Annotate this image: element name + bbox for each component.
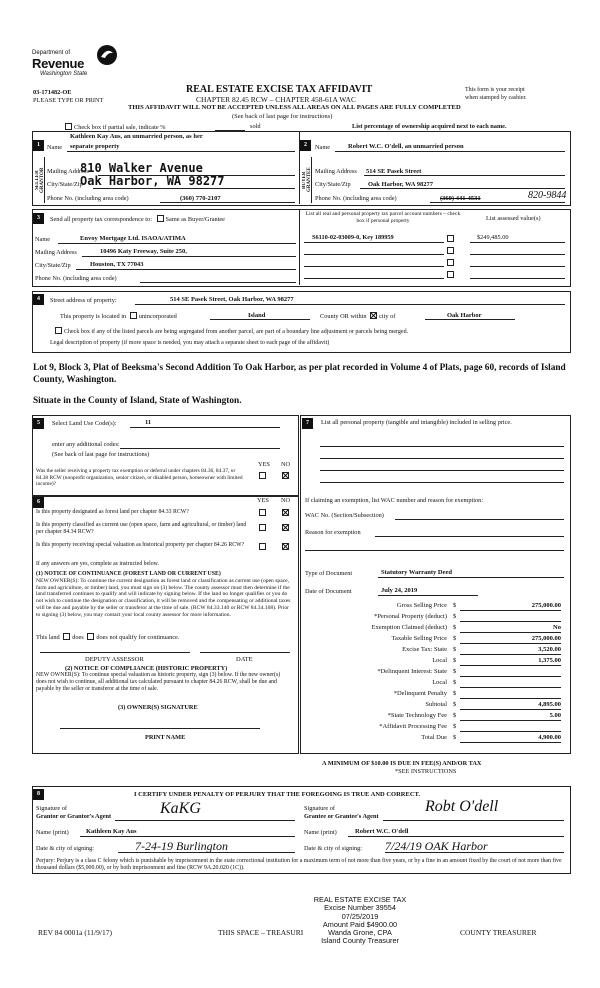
segregated-row [55, 327, 408, 335]
assessed-value: $249,485.00 [477, 234, 509, 241]
money-label: *Affidavit Processing Fee [379, 723, 447, 730]
perjury-statement: Perjury: Perjury is a class C felony which is punishable by imprisonment in the state correctional institution for a maximum term of not more than five years, or by a fine in an amount fixed by the court of not more than five thousand dollars ($5,000.00), or by both imprisonment and fine (RCW 9A.20.020 (1C)). [36, 858, 562, 871]
this-land-label: This land [36, 634, 60, 641]
money-label: Excise Tax: State [402, 646, 447, 653]
same-as-buyer-label: Same as Buyer/Grantee [165, 216, 225, 223]
notice2-title: (2) NOTICE OF COMPLIANCE (HISTORIC PROPERTY) [65, 665, 228, 672]
property-county: Island [248, 312, 266, 319]
seller-phone-label: Phone No. (including area code) [47, 195, 129, 202]
buyer-city: Oak Harbor, WA 98277 [368, 181, 434, 188]
form-subtitle: CHAPTER 82.45 RCW – CHAPTER 458-61A WAC [196, 95, 356, 104]
section-6-marker: 6 [33, 497, 44, 508]
grantor-sig-label2: Grantor or Grantor's Agent [36, 813, 112, 820]
money-label: Subtotal [425, 701, 447, 708]
money-label: Gross Selling Price [396, 602, 447, 609]
this-space-label: THIS SPACE – TREASURI [218, 928, 304, 937]
grantor-date-city-label: Date & city of signing: [36, 845, 95, 852]
reason-label: Reason for exemption [305, 529, 361, 536]
stamp-line: REAL ESTATE EXCISE TAX [313, 895, 407, 904]
legal-label: Legal description of property (if more space is needed, you may attach a separate sheet to each page of the affidavit) [50, 340, 330, 346]
treasurer-stamp [300, 896, 420, 946]
exemption-yes-checkbox[interactable] [259, 472, 266, 479]
seller-city-label: City/State/Zip [47, 181, 83, 188]
partial-sale-row [65, 123, 165, 131]
exemption-wac-label: If claiming an exemption, list WAC number and reason for exemption: [305, 497, 484, 504]
money-currency: $ [453, 723, 457, 730]
dor-logo-icon [96, 44, 118, 66]
unincorporated-label: unincorporated [138, 313, 177, 320]
certify-statement: I CERTIFY UNDER PENALTY OF PERJURY THAT THE FOREGOING IS TRUE AND CORRECT. [134, 791, 421, 798]
money-row [300, 690, 569, 701]
same-as-buyer-checkbox[interactable] [157, 215, 164, 222]
street-label: Street address of property: [50, 297, 117, 304]
grantee-sig-label1: Signature of [304, 805, 335, 812]
money-table [300, 602, 569, 748]
see-instructions-note: *SEE INSTRUCTIONS [395, 768, 457, 775]
unincorporated-checkbox[interactable] [130, 312, 137, 319]
q2-no-checkbox[interactable] [282, 524, 289, 531]
money-row [300, 646, 569, 657]
buyer-name: Robert W.C. O'dell, an unmarried person [348, 143, 464, 150]
wac-number-label: WAC No. (Section/Subsection) [305, 512, 384, 519]
stamp-line: Wanda Grone, CPA [328, 928, 392, 938]
section-2-marker: 2 [300, 140, 311, 151]
money-currency: $ [453, 690, 457, 697]
within-city-row [320, 312, 395, 320]
money-row [300, 635, 569, 646]
money-label: *Personal Property (deduct) [374, 613, 447, 620]
parcel-3-personal-checkbox[interactable] [447, 259, 454, 266]
grantor-name: Kathleen Kay Aus [86, 828, 137, 835]
corr-name-label: Name [35, 236, 51, 243]
doc-number: 03-171482-OE [33, 89, 72, 96]
money-label: *Delinquent Interest: State [377, 668, 447, 675]
parcel-1-personal-checkbox[interactable] [447, 235, 454, 242]
corr-city-label: City/State/Zip [35, 262, 71, 269]
s6-yes: YES [257, 497, 269, 504]
doc-type: Statutory Warranty Deed [381, 569, 453, 576]
money-value: 3,520.00 [538, 646, 561, 653]
does-not-checkbox[interactable] [87, 633, 94, 640]
exemption-no-checkbox[interactable] [282, 472, 289, 479]
grantee-signature: Robt O'dell [425, 798, 499, 815]
section-4-marker: 4 [33, 294, 44, 305]
money-value: 4,900.00 [538, 734, 561, 741]
buyer-phone-handwritten: 820-9844 [528, 190, 567, 201]
money-currency: $ [453, 701, 457, 708]
grantor-signature: KaKG [160, 800, 201, 817]
exemption-question: Was the seller receiving a property tax exemption or deferral under chapters 84.36, 84.37, or 84.38 RCW (nonprofit organization, senior citizen, or disabled person, homeowner with limited income)? [36, 468, 243, 487]
land-use-no: NO [281, 461, 291, 468]
doc-date: July 24, 2019 [381, 587, 418, 594]
land-use-yes: YES [258, 461, 270, 468]
grantee-date-city-label: Date & city of signing: [304, 845, 363, 852]
personal-property-label: List all personal property (tangible and intangible) included in selling price. [321, 419, 512, 426]
seller-phone: (360) 770-2107 [180, 195, 221, 202]
money-currency: $ [453, 668, 457, 675]
money-row [300, 723, 569, 734]
grantee-name: Robert W.C. O'dell [355, 828, 409, 835]
does-not-label: does not qualify for continuance. [96, 634, 180, 641]
county-or-within: County OR within [320, 313, 367, 320]
seller-name-label: Name [47, 144, 63, 151]
money-label: Local [432, 679, 447, 686]
doc-type-label: Type of Document [305, 570, 353, 577]
correspondence-label: Send all property tax correspondence to: [50, 216, 152, 223]
deputy-assessor-label: DEPUTY ASSESSOR [85, 656, 144, 663]
money-currency: $ [453, 624, 457, 631]
money-currency: $ [453, 613, 457, 620]
notice1-body: NEW OWNER(S): To continue the current designation as forest land or classification as current use (open space, farm and agriculture, or timber) land, you must sign on (3) below. The county assessor must then determine if the land transferred continues to qualify and will indicate by signing below. If the land no longer qualifies or you do not wish to continue the designation or classification, it will be removed and the compensating or additional taxes will be due and payable by the seller or transferor at the time of sale. (RCW 84.33.140 or RCW 84.34.108). Prior to signing (3) below, you may contact your local county assessor for more information. [36, 578, 291, 618]
grantee-name-label: Name (print) [304, 829, 337, 836]
money-label: Local [432, 657, 447, 664]
dept-line2: Revenue [32, 56, 85, 71]
receipt-note-2: when stamped by cashier. [465, 95, 527, 101]
if-yes-note: If any answers are yes, complete as instructed below. [36, 561, 159, 567]
money-currency: $ [453, 734, 457, 741]
dept-line3: Washington State [40, 71, 88, 77]
grantee-date-city: 7/24/19 OAK Harbor [385, 839, 488, 853]
list-pct-label: List percentage of ownership acquired next to each name. [352, 123, 507, 130]
money-label: *Delinquent Penalty [393, 690, 447, 697]
money-row [300, 613, 569, 624]
land-use-code: 11 [145, 419, 152, 426]
money-row [300, 668, 569, 679]
s6-no: NO [281, 497, 291, 504]
parcel-2-personal-checkbox[interactable] [447, 247, 454, 254]
partial-sale-label: Check box if partial sale, indicate % [74, 124, 166, 131]
q2-yes-checkbox[interactable] [259, 524, 266, 531]
form-warning: THIS AFFIDAVIT WILL NOT BE ACCEPTED UNLESS ALL AREAS ON ALL PAGES ARE FULLY COMPLETED [128, 104, 461, 111]
money-row [300, 624, 569, 635]
q1-forest: Is this property designated as forest land per chapter 84.33 RCW? [36, 509, 189, 515]
legal-description: Lot 9, Block 3, Plat of Beeksma's Second Addition To Oak Harbor, as per plat recorded in Volume 4 of Plats, page 60, records of Island County, Washington. [33, 363, 566, 385]
does-label: does [72, 634, 84, 641]
section-7-marker: 7 [302, 418, 313, 429]
city-of-label: city of [379, 313, 396, 320]
form-revision: REV 84 0001a (11/9/17) [38, 928, 112, 937]
q1-yes-checkbox[interactable] [259, 509, 266, 516]
property-city: Oak Harbor [447, 312, 482, 319]
parcel-4-personal-checkbox[interactable] [447, 271, 454, 278]
money-row [300, 602, 569, 613]
located-row [60, 312, 177, 320]
corr-mailing: 10496 Katy Freeway, Suite 250, [100, 248, 187, 255]
seller-name-line2: separate property [70, 143, 120, 150]
buyer-phone-label: Phone No. (including area code) [315, 195, 397, 202]
receipt-note-1: This form is your receipt [465, 87, 525, 93]
county-treasurer-label: COUNTY TREASURER [460, 928, 537, 937]
located-label: This property is located in [60, 313, 127, 320]
buyer-mailing-label: Mailing Address [315, 168, 357, 175]
money-value: 275,000.00 [531, 602, 561, 609]
corr-phone-label: Phone No. (including area code) [35, 275, 117, 282]
notice1-title: (1) NOTICE OF CONTINUANCE (FOREST LAND OR CURRENT USE) [36, 571, 221, 577]
dept-line1: Department of [32, 50, 71, 56]
money-label: Exemption Claimed (deduct) [371, 624, 447, 631]
money-value: 4,895.00 [538, 701, 561, 708]
does-checkbox[interactable] [63, 633, 70, 640]
please-type: PLEASE TYPE OR PRINT [33, 97, 104, 104]
stamp-line: Island County Treasurer [321, 936, 399, 946]
additional-codes-label: enter any additional codes: [52, 441, 120, 448]
situate-line: Situate in the County of Island, State of Washington. [33, 396, 242, 406]
land-use-see-back: (See back of last page for instructions) [52, 451, 150, 458]
corr-city: Houston, TX 77043 [90, 261, 144, 268]
stamp-line: Excise Number 39554 [324, 903, 396, 913]
q3-yes-checkbox[interactable] [259, 543, 266, 550]
money-label: Total Due [421, 734, 447, 741]
money-row [300, 679, 569, 690]
grantee-sig-label2: Grantee or Grantee's Agent [304, 813, 379, 820]
money-currency: $ [453, 679, 457, 686]
doc-date-label: Date of Document [305, 588, 352, 595]
form-title: REAL ESTATE EXCISE TAX AFFIDAVIT [186, 84, 373, 95]
q2-current-use: Is this property classified as current use (open space, farm and agricultural, or timber) land per chapter 84.34 RCW? [36, 522, 247, 535]
correspondence-row [50, 215, 225, 223]
money-value: 275,000.00 [531, 635, 561, 642]
money-currency: $ [453, 657, 457, 664]
section-8-marker: 8 [33, 789, 44, 800]
segregated-checkbox[interactable] [55, 327, 62, 334]
buyer-phone: (360) 441-4531 [440, 195, 481, 202]
q1-no-checkbox[interactable] [282, 509, 289, 516]
land-use-label: Select Land Use Code(s): [52, 420, 117, 427]
buyer-mailing: 514 SE Pasek Street [366, 168, 422, 175]
q3-no-checkbox[interactable] [282, 543, 289, 550]
money-label: *State Technology Fee [387, 712, 447, 719]
print-name-label: PRINT NAME [145, 734, 186, 741]
sold-label: sold [250, 123, 261, 130]
section-5-marker: 5 [33, 418, 44, 429]
money-value: 5.00 [549, 712, 561, 719]
dor-logo [32, 42, 122, 84]
corr-mailing-label: Mailing Address [35, 249, 77, 256]
money-value: 1,375.00 [538, 657, 561, 664]
section-1-marker: 1 [33, 140, 44, 151]
property-street: 514 SE Pasek Street, Oak Harbor, WA 98277 [170, 296, 294, 303]
within-city-checkbox[interactable] [370, 312, 377, 319]
deputy-date-label: DATE [236, 656, 253, 663]
money-value: No [553, 624, 561, 631]
section-3-marker: 3 [33, 213, 44, 224]
stamp-line: Amount Paid $4900.00 [322, 919, 398, 929]
seller-mailing-label: Mailing Address [47, 168, 89, 175]
money-row [300, 712, 569, 723]
money-currency: $ [453, 635, 457, 642]
buyer-city-label: City/State/Zip [315, 181, 351, 188]
money-label: Taxable Selling Price [391, 635, 447, 642]
grantor-sig-label1: Signature of [36, 805, 67, 812]
buyer-name-label: Name [315, 144, 331, 151]
segregated-label: Check box if any of the listed parcels are being segregated from another parcel, are part of a boundary line adjustment or parcels being merged. [64, 329, 409, 335]
notice2-body: NEW OWNER(S): To continue special valuation as historic property, sign (3) below. If the new owner(s) does not wish to continue, all additional tax calculated pursuant to chapter 84.26 RCW, shall be due and payable by the seller or transferor at the time of sale. [36, 672, 281, 692]
money-row [300, 734, 569, 745]
form-instructions: (See back of last page for instructions) [232, 113, 333, 120]
money-currency: $ [453, 712, 457, 719]
seller-name-line1: Kathleen Kay Aus, an unmarried person, as her [70, 133, 203, 140]
corr-name: Envoy Mortgage Ltd. ISAOA/ATIMA [80, 235, 186, 242]
assessed-header: List assessed value(s) [486, 215, 541, 222]
stamp-line: 07/25/2019 [341, 911, 379, 921]
money-row [300, 701, 569, 712]
minimum-note: A MINIMUM OF $10.00 IS DUE IN FEE(S) AND/OR TAX [322, 760, 482, 767]
q3-historic: Is this property receiving special valuation as historical property per chapter 84.26 RCW? [36, 542, 245, 548]
seller-mailing: 810 Walker Avenue [80, 161, 203, 175]
partial-sale-checkbox[interactable] [65, 123, 72, 130]
owner-signature-label: (3) OWNER(S) SIGNATURE [118, 704, 198, 711]
money-row [300, 657, 569, 668]
parcels-header: List all real and personal property tax parcel account numbers – check box if personal property [305, 211, 461, 224]
grantor-date-city: 7-24-19 Burlington [135, 839, 228, 853]
parcel-number: S6110-02-03009-0, Key 189959 [312, 234, 394, 241]
seller-side-label: SELLER GRANTOR [35, 167, 45, 193]
buyer-side-label: BUYER GRANTEE [302, 167, 312, 193]
seller-city: Oak Harbor, WA 98277 [80, 174, 225, 188]
grantor-name-label: Name (print) [36, 829, 69, 836]
money-currency: $ [453, 602, 457, 609]
money-currency: $ [453, 646, 457, 653]
continuance-row [36, 633, 179, 641]
